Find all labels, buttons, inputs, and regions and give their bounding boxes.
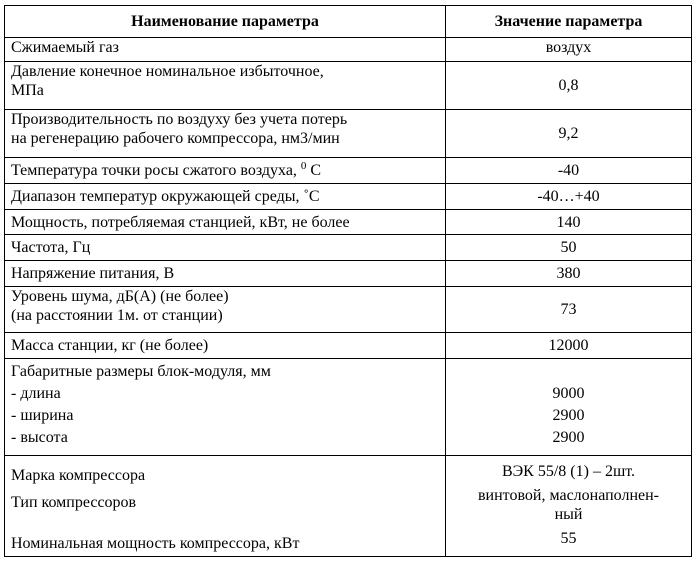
row-gas-name: Сжимаемый газ	[5, 38, 446, 62]
degree-symbol: ˚	[303, 188, 309, 205]
table-row	[5, 261, 692, 287]
compressor-power-value: 55	[560, 530, 577, 547]
compressor-type-value-line2: ный	[554, 506, 583, 523]
row-noise-value: 73	[446, 287, 692, 333]
row-dew-point-name	[5, 158, 446, 184]
table-row	[5, 110, 692, 158]
compressor-type-value-line1: винтовой, маслонаполнен-	[477, 487, 659, 504]
row-ambient-unit: С	[308, 188, 320, 205]
dimensions-length-value: 9000	[552, 385, 585, 402]
row-gas-value: воздух	[446, 38, 692, 62]
row-capacity-value: 9,2	[446, 110, 692, 158]
dimensions-width-value: 2900	[552, 407, 585, 424]
row-capacity-name-line2: на регенерацию рабочего компрессора, нм3/мин	[11, 130, 340, 147]
row-noise-name-line2: (на расстоянии 1м. от станции)	[11, 307, 223, 324]
dimensions-width-label: - ширина	[11, 407, 74, 424]
dimensions-length-label: - длина	[11, 385, 61, 402]
dimensions-title: Габаритные размеры блок-модуля, мм	[11, 363, 271, 380]
row-mass-name: Масса станции, кг (не более)	[5, 333, 446, 359]
table-row	[5, 235, 692, 261]
compressor-type-label: Тип компрессоров	[11, 494, 137, 511]
table-row	[5, 287, 692, 333]
row-voltage-name: Напряжение питания, В	[5, 261, 446, 287]
table-row	[5, 158, 692, 184]
table-row	[5, 62, 692, 110]
row-frequency-value: 50	[446, 235, 692, 261]
compressor-brand-value: ВЭК 55/8 (1) – 2шт.	[501, 463, 636, 480]
parameters-table	[4, 5, 692, 557]
row-dimensions-name	[5, 359, 446, 456]
row-dew-point-value: -40	[446, 158, 692, 184]
row-capacity-name	[5, 110, 446, 158]
row-power-name: Мощность, потребляемая станцией, кВт, не более	[5, 210, 446, 235]
degree-superscript: 0	[300, 160, 307, 172]
row-pressure-name-line1: Давление конечное номинальное избыточное,	[11, 63, 324, 80]
row-mass-value: 12000	[446, 333, 692, 359]
dimensions-height-label: - высота	[11, 429, 68, 446]
row-dew-point-label: Температура точки росы сжатого воздуха,	[11, 162, 297, 179]
table-row	[5, 333, 692, 359]
table-row	[5, 456, 692, 557]
row-compressor-names	[5, 456, 446, 557]
row-pressure-value: 0,8	[446, 62, 692, 110]
row-dimensions-values	[446, 359, 692, 456]
row-power-value: 140	[446, 210, 692, 235]
row-capacity-name-line1: Производительность по воздуху без учета потерь	[11, 111, 348, 128]
row-noise-name	[5, 287, 446, 333]
row-noise-name-line1: Уровень шума, дБ(А) (не более)	[11, 288, 229, 305]
table-row	[5, 184, 692, 210]
row-pressure-name-line2: МПа	[11, 82, 44, 99]
table-row	[5, 38, 692, 62]
table-row	[5, 359, 692, 456]
table-row	[5, 210, 692, 235]
row-voltage-value: 380	[446, 261, 692, 287]
compressor-power-label: Номинальная мощность компрессора, кВт	[11, 535, 300, 552]
row-ambient-name	[5, 184, 446, 210]
header-param-value: Значение параметра	[446, 6, 692, 38]
row-ambient-label: Диапазон температур окружающей среды,	[11, 188, 300, 205]
row-compressor-values	[446, 456, 692, 557]
row-pressure-name	[5, 62, 446, 110]
row-frequency-name: Частота, Гц	[5, 235, 446, 261]
row-dew-point-unit: С	[310, 162, 322, 179]
compressor-brand-label: Марка компрессора	[11, 467, 146, 484]
header-param-name: Наименование параметра	[5, 6, 446, 38]
row-ambient-value: -40…+40	[446, 184, 692, 210]
table-header-row	[5, 6, 692, 38]
dimensions-height-value: 2900	[552, 429, 585, 446]
